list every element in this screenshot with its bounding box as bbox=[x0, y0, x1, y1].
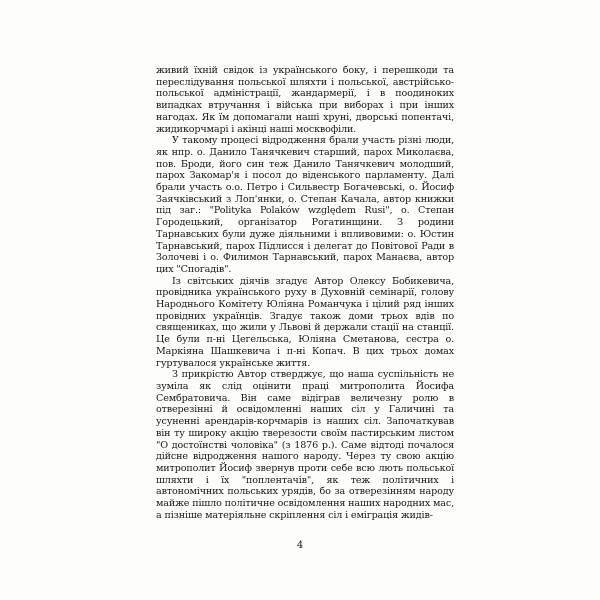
paragraph-3: З прикрістю Автор стверджує, що наша суспільність не зуміла як слід оцінити праці митрополита Йосифа Сембратовича. Він саме відіграв величезну ролю в отверезінні й освідомленні наших сіл у Галичині та усуненні арендарів-корчмарів із наших сіл. Започаткував він ту широку акцію тверезости своїм пастирським листом "О достоїнстві чоловіка" (з 1876 р.). Саме відтоді почалося дійсне відродження нашого народу. Через ту свою акцію митрополит Йосиф звернув проти себе всю лють польської шляхти і їх "поплентачів", як теж політичних і автономічних польських урядів, бо за отверезінням народу майже пішло політичне освідомлення наших народних мас, а пізніше матеріяльне скріплення сіл і еміграція жидів- bbox=[156, 369, 454, 521]
paragraph-0: живий їхній свідок із українського боку, і перешкоди та переслідування польської шляхти і польської, австрійсько-польської адміністрації, жандармерії, і в поодиноких випадках втручання і війська при виборах і при інших нагодах. Як їм допомагали наші хруні, дворські попентачі, жидикорчмарі і акінці наші москвофіли. bbox=[156, 65, 454, 135]
page-number: 4 bbox=[296, 540, 304, 551]
paragraph-1: У такому процесі відродження брали участь різні люди, як нпр. о. Данило Танячкевич старший, парох Миколаєва, пов. Броди, його син теж Данило Танячкевич молодший, парох Закомар'я і посол до віденського парламенту. Далі брали участь о.о. Петро і Сильвестр Богачевські, о. Йосиф Заячківський з Лоп'янки, о. Степан Качала, автор книжки під заг.: "Polityka Polaków względem Rusi", о. Степан Городецький, організатор Рогатинщини. З родини Тарнавських були дуже діяльними і впливовими: о. Юстин Тарнавський, парох Підлисся і делегат до Повітової Ради в Золочеві і о. Филимон Тарнавський, парох Манаєва, автор цих "Спогадів". bbox=[156, 135, 454, 275]
paragraph-2: Із світських діячів згадує Автор Олексу Бобикевича, провідника українського руху в Духовній семінарії, голову Народнього Комітету Юліяна Романчука і цілий ряд інших провідних українців. Згадує також доми трьох вдів по священиках, що жили у Львові й держали стації на станції. Це були п-ні Цегельська, Юліяна Сметанова, сестра о. Маркіяна Шашкевича і п-ні Копач. В цих трьох домах гуртувалося українське життя. bbox=[156, 275, 454, 369]
body-text bbox=[156, 65, 454, 521]
